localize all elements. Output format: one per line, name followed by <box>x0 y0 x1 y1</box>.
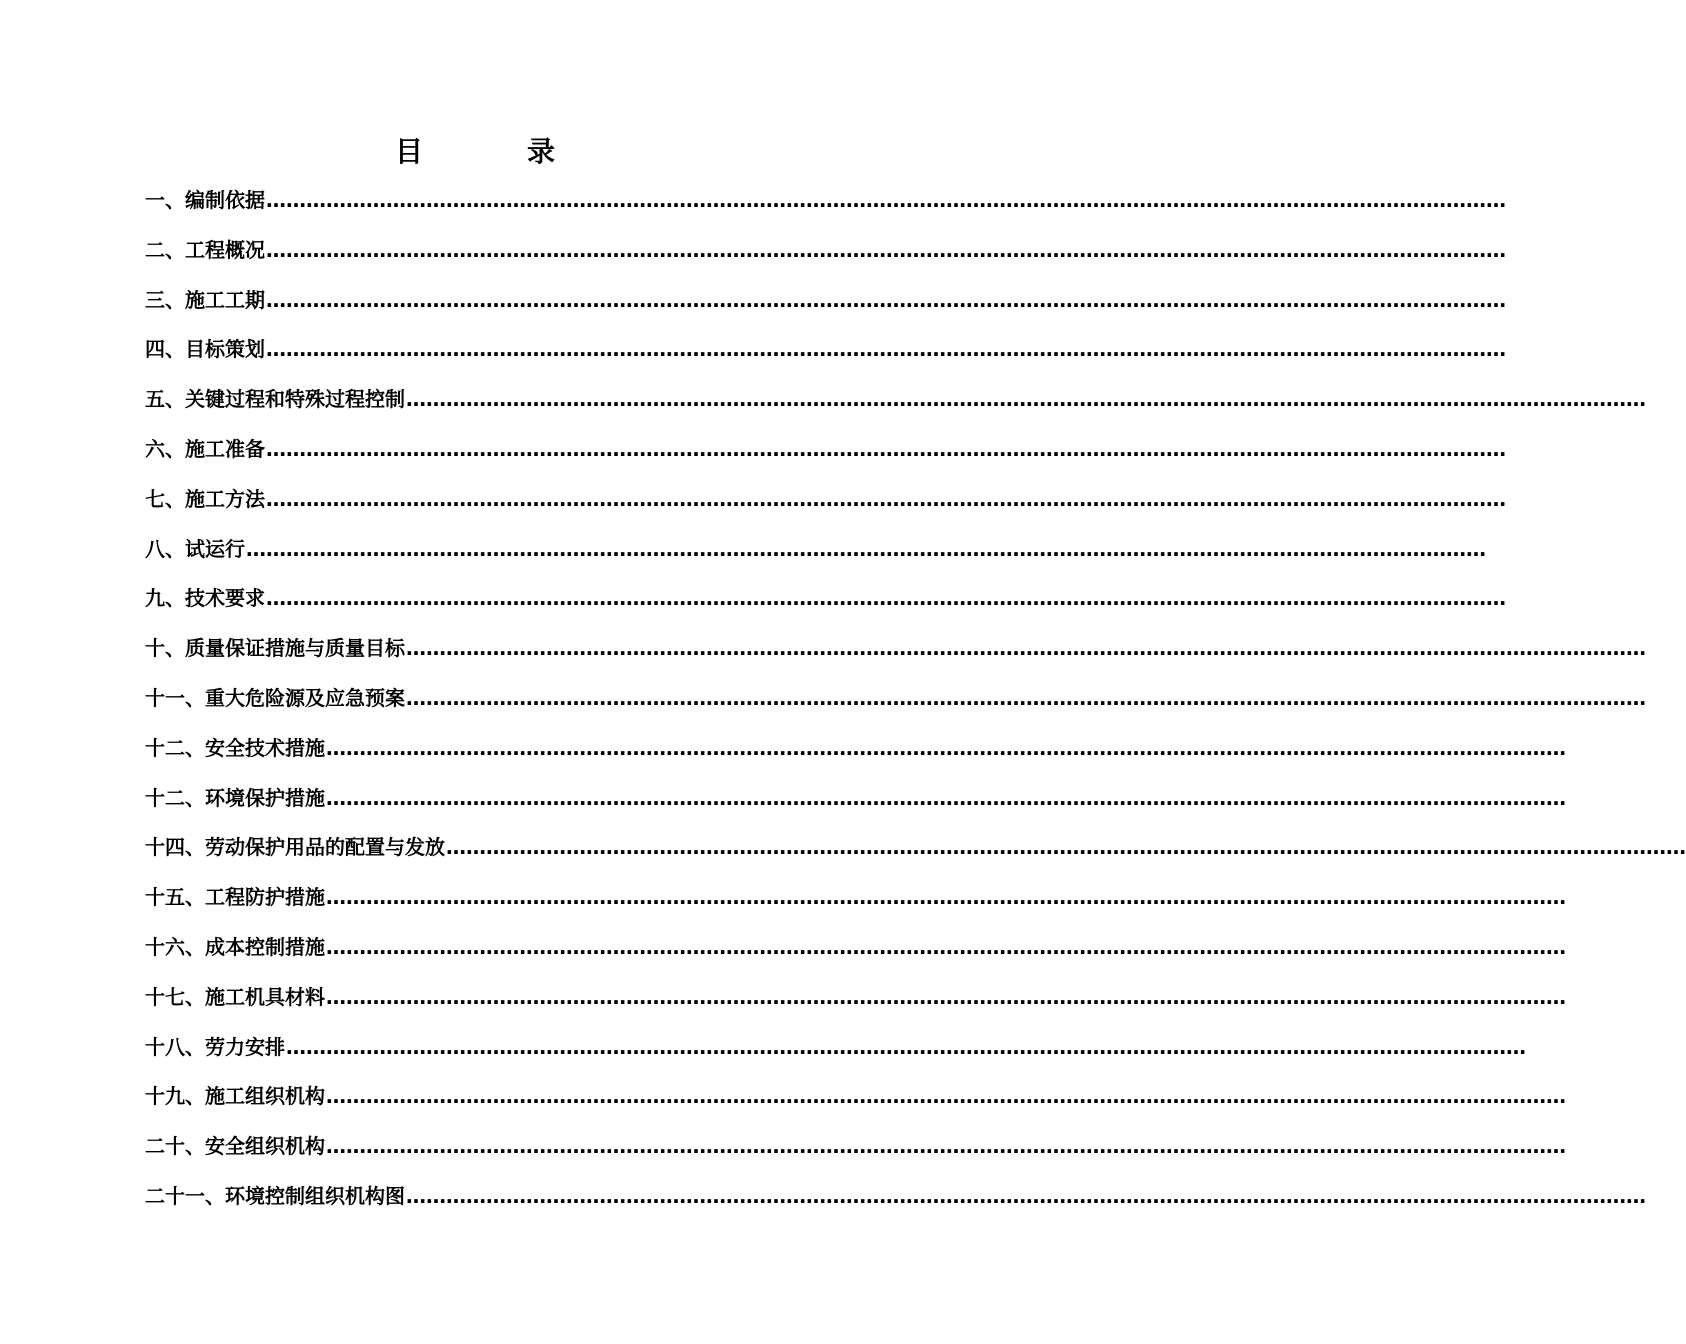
toc-entry-label: 十九、施工组织机构 <box>145 1084 325 1109</box>
toc-entry <box>145 430 1506 480</box>
table-of-contents <box>145 181 1686 1227</box>
toc-dot-leader: …………………………………………………………………………………………………………………………………………………………………… <box>326 735 1566 760</box>
toc-entry <box>145 1127 1566 1177</box>
toc-entry <box>145 330 1506 380</box>
toc-entry-label: 二、工程概况 <box>145 237 265 262</box>
toc-entry-label: 十一、重大危险源及应急预案 <box>145 685 405 710</box>
toc-entry <box>145 679 1646 729</box>
toc-entry <box>145 281 1506 331</box>
toc-entry-label: 九、技术要求 <box>145 586 265 611</box>
toc-entry <box>145 530 1486 580</box>
toc-entry-label: 七、施工方法 <box>145 486 265 511</box>
toc-entry <box>145 1077 1566 1127</box>
toc-entry-label: 十二、环境保护措施 <box>145 785 325 810</box>
toc-entry <box>145 878 1566 928</box>
toc-entry-label: 二十、安全组织机构 <box>145 1134 325 1159</box>
toc-dot-leader: …………………………………………………………………………………………………………………………………………………………………… <box>266 237 1506 262</box>
toc-dot-leader: …………………………………………………………………………………………………………………………………………………………………… <box>326 934 1566 959</box>
toc-entry <box>145 629 1646 679</box>
toc-dot-leader: …………………………………………………………………………………………………………………………………………………………………… <box>406 685 1646 710</box>
toc-entry-label: 六、施工准备 <box>145 436 265 461</box>
toc-entry <box>145 729 1566 779</box>
toc-dot-leader: …………………………………………………………………………………………………………………………………………………………………… <box>266 337 1506 362</box>
toc-entry <box>145 978 1566 1028</box>
toc-dot-leader: …………………………………………………………………………………………………………………………………………………………………… <box>266 436 1506 461</box>
toc-entry-label: 十二、安全技术措施 <box>145 735 325 760</box>
toc-entry-label: 十六、成本控制措施 <box>145 934 325 959</box>
toc-entry-label: 一、编制依据 <box>145 188 265 212</box>
toc-entry-label: 十四、劳动保护用品的配置与发放 <box>145 835 445 860</box>
toc-entry <box>145 380 1646 430</box>
toc-entry-label: 十七、施工机具材料 <box>145 984 325 1009</box>
toc-dot-leader: …………………………………………………………………………………………………………………………………………………………………… <box>266 486 1506 511</box>
toc-dot-leader: …………………………………………………………………………………………………………………………………………………………………… <box>266 586 1506 611</box>
toc-dot-leader: …………………………………………………………………………………………………………………………………………………………………… <box>286 1034 1526 1059</box>
toc-entry <box>145 1177 1646 1227</box>
toc-dot-leader: …………………………………………………………………………………………………………………………………………………………………… <box>406 1183 1646 1208</box>
toc-entry-label: 五、关键过程和特殊过程控制 <box>145 387 405 412</box>
toc-entry-label: 十八、劳力安排 <box>145 1034 285 1059</box>
toc-dot-leader: …………………………………………………………………………………………………………………………………………………………………… <box>326 1134 1566 1159</box>
toc-entry <box>145 579 1506 629</box>
toc-entry <box>145 231 1506 281</box>
toc-entry-label: 十、质量保证措施与质量目标 <box>145 636 405 661</box>
toc-dot-leader: …………………………………………………………………………………………………………………………………………………………………… <box>406 387 1646 412</box>
toc-entry-label: 四、目标策划 <box>145 337 265 362</box>
toc-entry <box>145 480 1506 530</box>
toc-dot-leader: …………………………………………………………………………………………………………………………………………………………………… <box>326 984 1566 1009</box>
toc-dot-leader: …………………………………………………………………………………………………………………………………………………………………… <box>326 785 1566 810</box>
toc-entry-label: 二十一、环境控制组织机构图 <box>145 1183 405 1208</box>
toc-dot-leader: …………………………………………………………………………………………………………………………………………………………………… <box>246 536 1486 561</box>
toc-dot-leader: …………………………………………………………………………………………………………………………………………………………………… <box>266 287 1506 312</box>
toc-dot-leader: …………………………………………………………………………………………………………………………………………………………………… <box>326 885 1566 910</box>
toc-entry <box>145 928 1566 978</box>
page-title: 目 录 <box>394 135 593 168</box>
toc-dot-leader: …………………………………………………………………………………………………………………………………………………………………… <box>266 188 1506 212</box>
toc-entry <box>145 779 1566 829</box>
toc-dot-leader: …………………………………………………………………………………………………………………………………………………………………… <box>326 1084 1566 1109</box>
toc-entry <box>145 828 1686 878</box>
toc-entry-label: 三、施工工期 <box>145 287 265 312</box>
toc-entry-label: 八、试运行 <box>145 536 245 561</box>
toc-dot-leader: …………………………………………………………………………………………………………………………………………………………………… <box>446 835 1686 860</box>
toc-entry-label: 十五、工程防护措施 <box>145 885 325 910</box>
toc-dot-leader: …………………………………………………………………………………………………………………………………………………………………… <box>406 636 1646 661</box>
toc-entry <box>145 181 1506 231</box>
toc-entry <box>145 1028 1526 1078</box>
